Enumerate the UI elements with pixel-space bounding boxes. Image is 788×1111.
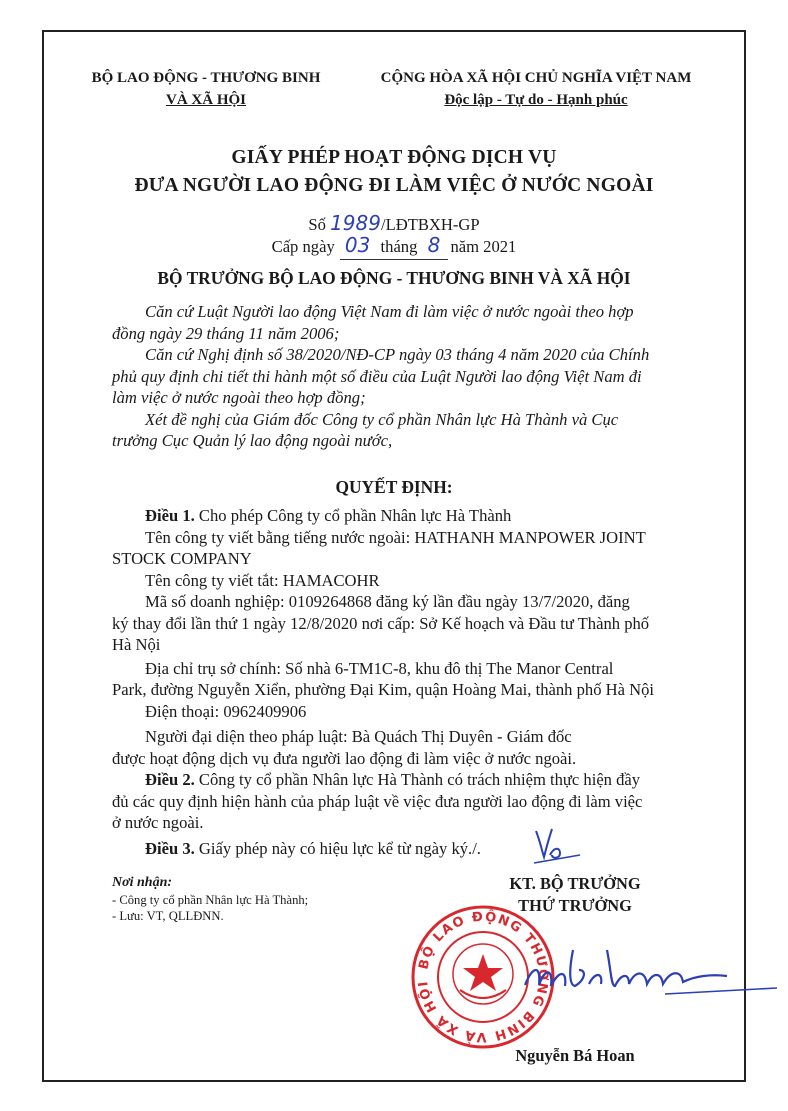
foreign-name-line2: STOCK COMPANY xyxy=(112,549,252,568)
article-2-text-line3: ở nước ngoài. xyxy=(112,813,204,832)
article-3 xyxy=(112,838,722,860)
nation-header xyxy=(356,67,716,111)
nation-motto: Độc lập - Tự do - Hạnh phúc xyxy=(444,92,628,108)
scope: được hoạt động dịch vụ đưa người lao động đi làm việc ở nước ngoài. xyxy=(112,748,577,768)
seal-ring-text: BỘ LAO ĐỘNG THƯƠNG BINH VÀ XÃ HỘI xyxy=(416,909,551,1045)
permit-number-suffix: /LĐTBXH-GP xyxy=(380,215,480,234)
issuing-authority: BỘ TRƯỞNG BỘ LAO ĐỘNG - THƯƠNG BINH VÀ XÃ HỘI xyxy=(157,268,631,288)
issue-year: năm 2021 xyxy=(450,237,517,256)
recipients-heading: Nơi nhận: xyxy=(112,875,173,890)
ministry-line2: VÀ XÃ HỘI xyxy=(165,92,246,108)
issue-day-handwritten: 03 xyxy=(344,233,371,257)
address-line2: Park, đường Nguyễn Xiển, phường Đại Kim, quận Hoàng Mai, thành phố Hà Nội xyxy=(112,680,655,699)
phone: Điện thoại: 0962409906 xyxy=(145,701,307,721)
preamble-3-line1: Xét đề nghị của Giám đốc Công ty cổ phần Nhân lực Hà Thành và Cục xyxy=(145,409,619,429)
recipient-1: - Công ty cổ phần Nhân lực Hà Thành; xyxy=(112,893,309,907)
title-line2: ĐƯA NGƯỜI LAO ĐỘNG ĐI LÀM VIỆC Ở NƯỚC NGOÀI xyxy=(134,175,654,196)
registration-line1: Mã số doanh nghiệp: 0109264868 đăng ký lần đầu ngày 13/7/2020, đăng xyxy=(145,592,630,611)
preamble-1-line2: đồng ngày 29 tháng 11 năm 2006; xyxy=(112,323,340,343)
ministry-line1: BỘ LAO ĐỘNG - THƯƠNG BINH xyxy=(91,70,321,86)
preamble-2-line1: Căn cứ Nghị định số 38/2020/NĐ-CP ngày 03 tháng 4 năm 2020 của Chính xyxy=(145,345,650,364)
ministry-header xyxy=(72,67,340,111)
preamble xyxy=(112,301,722,452)
issue-date-line xyxy=(42,234,746,258)
preamble-2-line2: phủ quy định chi tiết thi hành một số điều của Luật Người lao động Việt Nam đi xyxy=(112,366,642,386)
article-2-text-line2: đủ các quy định hiện hành của pháp luật về việc đưa người lao động đi làm việc xyxy=(112,791,643,811)
issue-date-label: Cấp ngày xyxy=(271,237,335,256)
signature-icon xyxy=(515,930,780,1010)
article-3-text: Giấy phép này có hiệu lực kể từ ngày ký./. xyxy=(194,838,481,858)
preamble-1-line1: Căn cứ Luật Người lao động Việt Nam đi làm việc ở nước ngoài theo hợp xyxy=(145,302,634,321)
registration-line3: Hà Nội xyxy=(112,635,161,654)
article-2-text-line1: Công ty cổ phần Nhân lực Hà Thành có trách nhiệm thực hiện đầy xyxy=(194,770,641,789)
preamble-3-line2: trưởng Cục Quản lý lao động ngoài nước, xyxy=(112,431,393,450)
signature-title-line1: KT. BỘ TRƯỞNG xyxy=(509,874,641,893)
issue-month-handwritten: 8 xyxy=(427,233,441,257)
article-1-label: Điều 1. xyxy=(145,506,195,525)
recipients xyxy=(112,874,372,924)
address-line1: Địa chỉ trụ sở chính: Số nhà 6-TM1C-8, khu đô thị The Manor Central xyxy=(145,658,614,678)
article-1-text: Cho phép Công ty cổ phần Nhân lực Hà Thành xyxy=(194,506,512,525)
decision-body xyxy=(112,505,722,859)
date-underline xyxy=(340,259,448,260)
short-name: Tên công ty viết tắt: HAMACOHR xyxy=(145,570,380,590)
signer-name: Nguyễn Bá Hoan xyxy=(515,1046,635,1065)
signature-title-line2: THỨ TRƯỞNG xyxy=(518,896,632,915)
permit-number-label: Số xyxy=(308,215,326,234)
article-1 xyxy=(112,505,722,527)
nation-line1: CỘNG HÒA XÃ HỘI CHỦ NGHĨA VIỆT NAM xyxy=(380,70,692,86)
title-line1: GIẤY PHÉP HOẠT ĐỘNG DỊCH VỤ xyxy=(231,147,557,168)
article-2 xyxy=(112,769,722,791)
recipient-2: - Lưu: VT, QLLĐNN. xyxy=(112,909,224,923)
initial-mark-icon xyxy=(530,825,585,865)
permit-number-handwritten: 1989 xyxy=(330,211,381,235)
issue-month-label: tháng xyxy=(380,237,418,256)
registration-line2: ký thay đổi lần thứ 1 ngày 12/8/2020 nơi cấp: Sở Kế hoạch và Đầu tư Thành phố xyxy=(112,613,650,633)
permit-number-line xyxy=(42,212,746,236)
preamble-2-line3: làm việc ở nước ngoài theo hợp đồng; xyxy=(112,388,366,407)
article-2-label: Điều 2. xyxy=(145,770,195,789)
legal-representative: Người đại diện theo pháp luật: Bà Quách Thị Duyên - Giám đốc xyxy=(145,727,572,746)
foreign-name-line1: Tên công ty viết bằng tiếng nước ngoài: HATHANH MANPOWER JOINT xyxy=(145,527,646,547)
decision-heading: QUYẾT ĐỊNH: xyxy=(335,477,453,497)
article-3-label: Điều 3. xyxy=(145,838,195,858)
document-title xyxy=(42,144,746,200)
